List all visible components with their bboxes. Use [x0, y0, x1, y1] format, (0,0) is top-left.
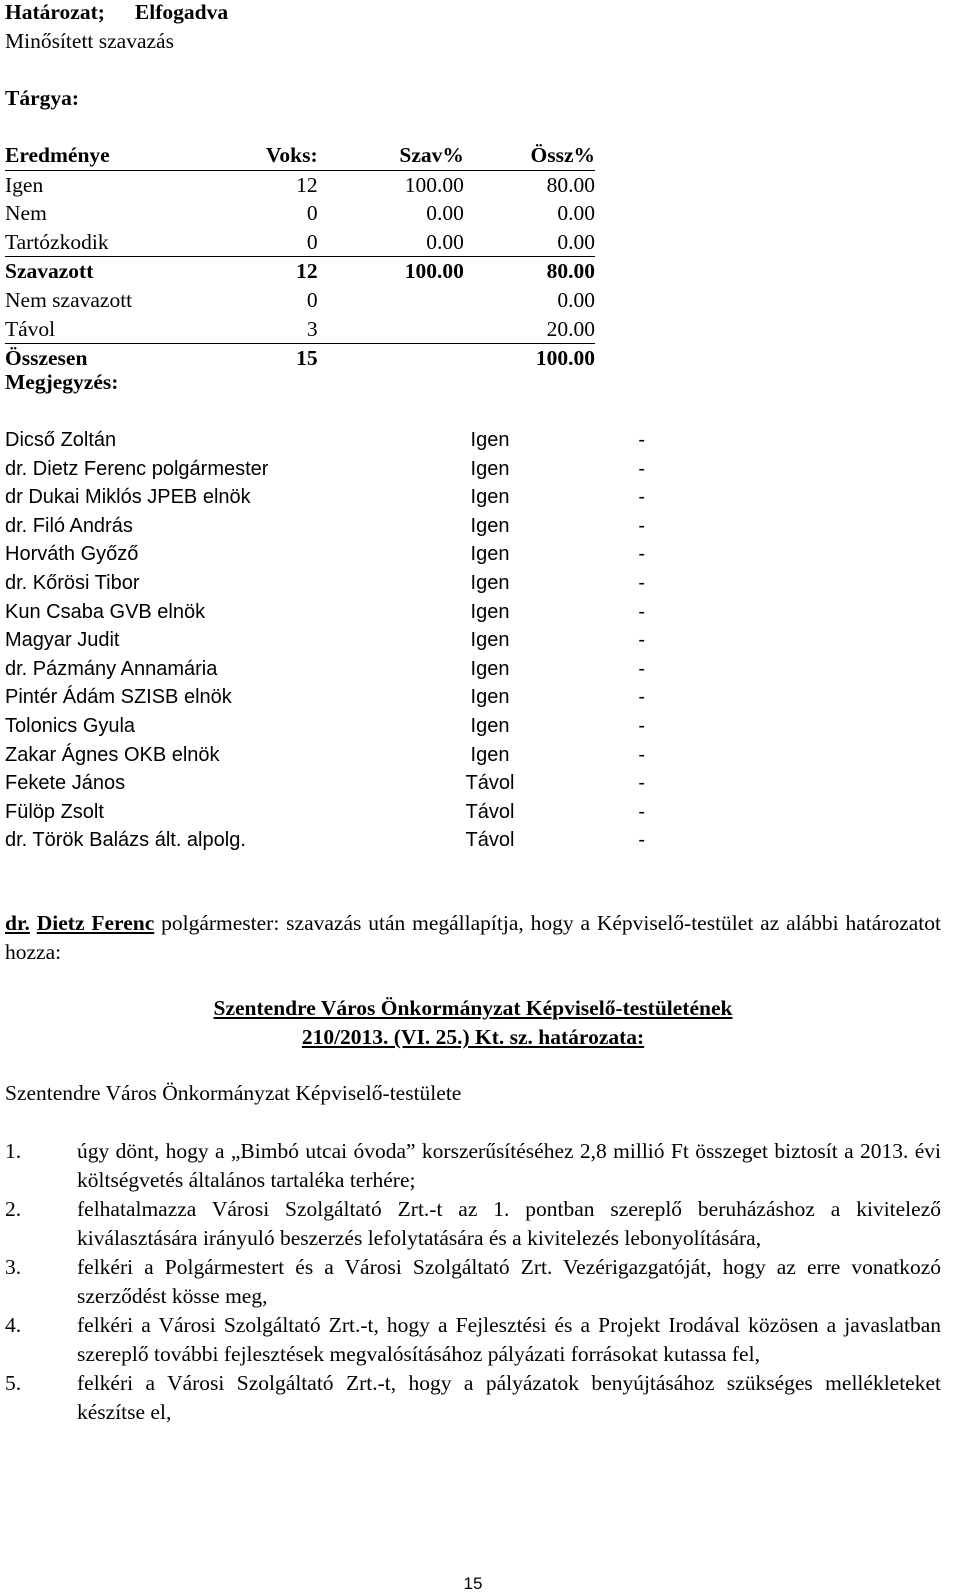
vote-row [5, 769, 645, 798]
voter-choice-cell [455, 626, 615, 655]
results-cell: 0 [306, 287, 318, 312]
voter-choice: Igen [470, 571, 510, 594]
results-cell: 20.00 [464, 315, 595, 344]
resolution-title-line1: Szentendre Város Önkormányzat Képviselő-testületének [213, 996, 733, 1020]
results-cell: Nem [5, 201, 47, 226]
results-header-votes: Voks: [187, 141, 318, 170]
subject-label: Tárgya: [5, 86, 80, 110]
voter-name: dr. Dietz Ferenc polgármester [5, 457, 269, 480]
results-cell: 0.00 [557, 201, 595, 226]
note-label: Megjegyzés: [5, 370, 119, 394]
results-header-total-pct: Össz% [464, 141, 595, 170]
results-header-row [5, 141, 595, 170]
resolution-title-line2: 210/2013. (VI. 25.) Kt. sz. határozata: [301, 1025, 645, 1049]
voter-choice-cell [455, 655, 615, 684]
voter-name: Dicső Zoltán [5, 429, 117, 451]
results-row-absent [5, 315, 595, 344]
results-cell [318, 286, 464, 315]
voter-name: Tolonics Gyula [5, 714, 136, 737]
results-cell: 3 [187, 315, 318, 344]
item-number: 5. [5, 1371, 22, 1395]
results-cell: Igen [5, 172, 44, 197]
resolution-status-heading [5, 0, 228, 25]
item-number: 4. [5, 1313, 22, 1337]
voter-name: dr. Pázmány Annamária [5, 657, 218, 680]
voter-extra: - [638, 657, 645, 680]
results-cell: 80.00 [546, 172, 595, 197]
item-text: felkéri a Városi Szolgáltató Zrt.-t, hogy a Fejlesztési és a Projekt Irodával közösen a javaslatban szereplő további fejlesztések megvalósításához pályázati forrásokat kutassa fel, [77, 1313, 941, 1366]
voter-choice-cell [455, 540, 615, 569]
results-cell: 0 [306, 201, 318, 226]
vote-type: Minősített szavazás [5, 29, 174, 53]
voter-name: Fülöp Zsolt [5, 800, 104, 823]
resolution-item [5, 1311, 941, 1369]
voter-extra: - [638, 486, 645, 509]
voter-extra: - [638, 514, 645, 537]
results-cell [318, 315, 464, 344]
voter-name: Zakar Ágnes OKB elnök [5, 743, 220, 766]
item-text: felkéri a Városi Szolgáltató Zrt.-t, hogy a pályázatok benyújtásához szükséges mellékleteket készítse el, [77, 1371, 941, 1424]
statement-text: polgármester: szavazás után megállapítja, hogy a Képviselő-testület az alábbi határozatot hozza: [5, 911, 941, 964]
item-number: 1. [5, 1139, 22, 1163]
vote-row [5, 569, 645, 598]
chair-statement [5, 909, 941, 967]
results-row-abstain [5, 228, 595, 257]
speaker-prefix: dr. [5, 911, 30, 935]
item-text: úgy dönt, hogy a „Bimbó utcai óvoda” korszerűsítéséhez 2,8 millió Ft összeget biztosít a 2013. évi költségvetés általános tartaléka terhére; [77, 1139, 941, 1192]
results-cell: 15 [296, 346, 318, 371]
results-cell: Távol [5, 315, 187, 344]
heading-type: Határozat; [5, 0, 105, 24]
voter-extra: - [638, 543, 645, 566]
resolution-item [5, 1253, 941, 1311]
vote-row [5, 626, 645, 655]
voter-choice: Igen [470, 714, 510, 737]
results-cell: 12 [296, 172, 318, 197]
vote-row [5, 483, 645, 512]
resolution-item [5, 1195, 941, 1253]
voter-choice: Igen [470, 514, 510, 537]
vote-row [5, 455, 645, 484]
voter-name: dr. Kőrösi Tibor [5, 571, 140, 594]
results-cell: 0.00 [557, 287, 595, 312]
results-cell: 0.00 [318, 228, 464, 257]
results-header-label: Eredménye [5, 141, 187, 170]
voter-name: Kun Csaba GVB elnök [5, 600, 206, 623]
voter-extra: - [638, 629, 645, 652]
results-cell: 100.00 [535, 346, 595, 371]
voter-choice: Igen [470, 629, 510, 652]
results-cell: 100.00 [404, 259, 464, 284]
results-cell: 12 [296, 259, 318, 284]
voter-choice: Igen [470, 486, 510, 509]
results-cell: Nem szavazott [5, 287, 133, 312]
voter-choice: Igen [470, 686, 510, 709]
results-row-not-voted [5, 286, 595, 315]
speaker-name: Dietz Ferenc [36, 911, 155, 935]
voter-choice-cell [455, 426, 615, 455]
voter-choice-cell [455, 683, 615, 712]
results-cell [318, 344, 464, 373]
results-cell: Tartózkodik [5, 228, 187, 257]
item-number: 2. [5, 1197, 22, 1221]
results-cell: Szavazott [5, 259, 94, 284]
item-text: felhatalmazza Városi Szolgáltató Zrt.-t az 1. pontban szereplő beruházáshoz a kivitelező kiválasztására irányuló beszerzés lefolytatására és a kivitelezés lebonyolítására, [77, 1197, 941, 1250]
voter-name: Pintér Ádám SZISB elnök [5, 686, 232, 709]
results-header-vote-pct: Szav% [318, 141, 464, 170]
voter-choice: Távol [465, 772, 515, 795]
voter-name: Magyar Judit [5, 629, 120, 652]
individual-votes-list [5, 426, 645, 855]
voter-extra: - [638, 600, 645, 623]
vote-row [5, 826, 645, 855]
voter-choice: Igen [470, 457, 510, 480]
results-table [5, 141, 595, 373]
results-row-voted [5, 257, 595, 286]
resolution-item [5, 1137, 941, 1195]
voter-extra: - [638, 714, 645, 737]
voter-choice-cell [455, 512, 615, 541]
voter-extra: - [638, 429, 645, 451]
vote-row [5, 598, 645, 627]
voter-extra: - [638, 457, 645, 480]
voter-choice: Igen [470, 543, 510, 566]
voter-extra: - [638, 772, 645, 795]
page-number: 15 [463, 1574, 483, 1593]
voter-name: Horváth Győző [5, 543, 139, 566]
voter-choice-cell [455, 798, 615, 827]
results-cell: 100.00 [404, 172, 464, 197]
results-cell: 0.00 [464, 228, 595, 257]
resolution-intro: Szentendre Város Önkormányzat Képviselő-testülete [5, 1081, 462, 1105]
voter-name: Fekete János [5, 772, 126, 795]
resolution-item [5, 1369, 941, 1427]
item-number: 3. [5, 1255, 22, 1279]
results-cell: 80.00 [546, 259, 595, 284]
vote-row [5, 655, 645, 684]
vote-row [5, 741, 645, 770]
results-cell: 0.00 [426, 201, 464, 226]
voter-name: dr. Török Balázs ált. alpolg. [5, 829, 246, 852]
voter-choice-cell [455, 712, 615, 741]
voter-extra: - [638, 571, 645, 594]
voter-choice-cell [455, 569, 615, 598]
voter-name: dr Dukai Miklós JPEB elnök [5, 486, 251, 509]
voter-choice: Távol [465, 800, 515, 823]
vote-row [5, 426, 645, 455]
voter-choice-cell [455, 483, 615, 512]
resolution-items [5, 1137, 941, 1427]
results-cell: 0 [187, 228, 318, 257]
item-text: felkéri a Polgármestert és a Városi Szolgáltató Zrt. Vezérigazgatóját, hogy az erre vonatkozó szerződést kösse meg, [77, 1255, 941, 1308]
voter-name: dr. Filó András [5, 514, 133, 537]
voter-choice-cell [455, 769, 615, 798]
voter-choice: Igen [470, 600, 510, 623]
results-row-total [5, 344, 595, 373]
results-cell: Összesen [5, 346, 88, 371]
voter-extra: - [638, 829, 645, 852]
voter-extra: - [638, 743, 645, 766]
voter-choice-cell [455, 741, 615, 770]
voter-choice-cell [455, 826, 615, 855]
results-row-no [5, 199, 595, 228]
vote-row [5, 512, 645, 541]
heading-status: Elfogadva [134, 0, 229, 24]
vote-row [5, 540, 645, 569]
results-row-yes [5, 170, 595, 199]
vote-row [5, 712, 645, 741]
voter-choice-cell [455, 598, 615, 627]
voter-choice: Igen [470, 743, 510, 766]
voter-choice: Igen [470, 657, 510, 680]
vote-row [5, 683, 645, 712]
voter-extra: - [638, 800, 645, 823]
voter-extra: - [638, 686, 645, 709]
vote-row [5, 798, 645, 827]
voter-choice-cell [455, 455, 615, 484]
voter-choice: Távol [465, 829, 515, 852]
voter-choice: Igen [470, 429, 510, 451]
